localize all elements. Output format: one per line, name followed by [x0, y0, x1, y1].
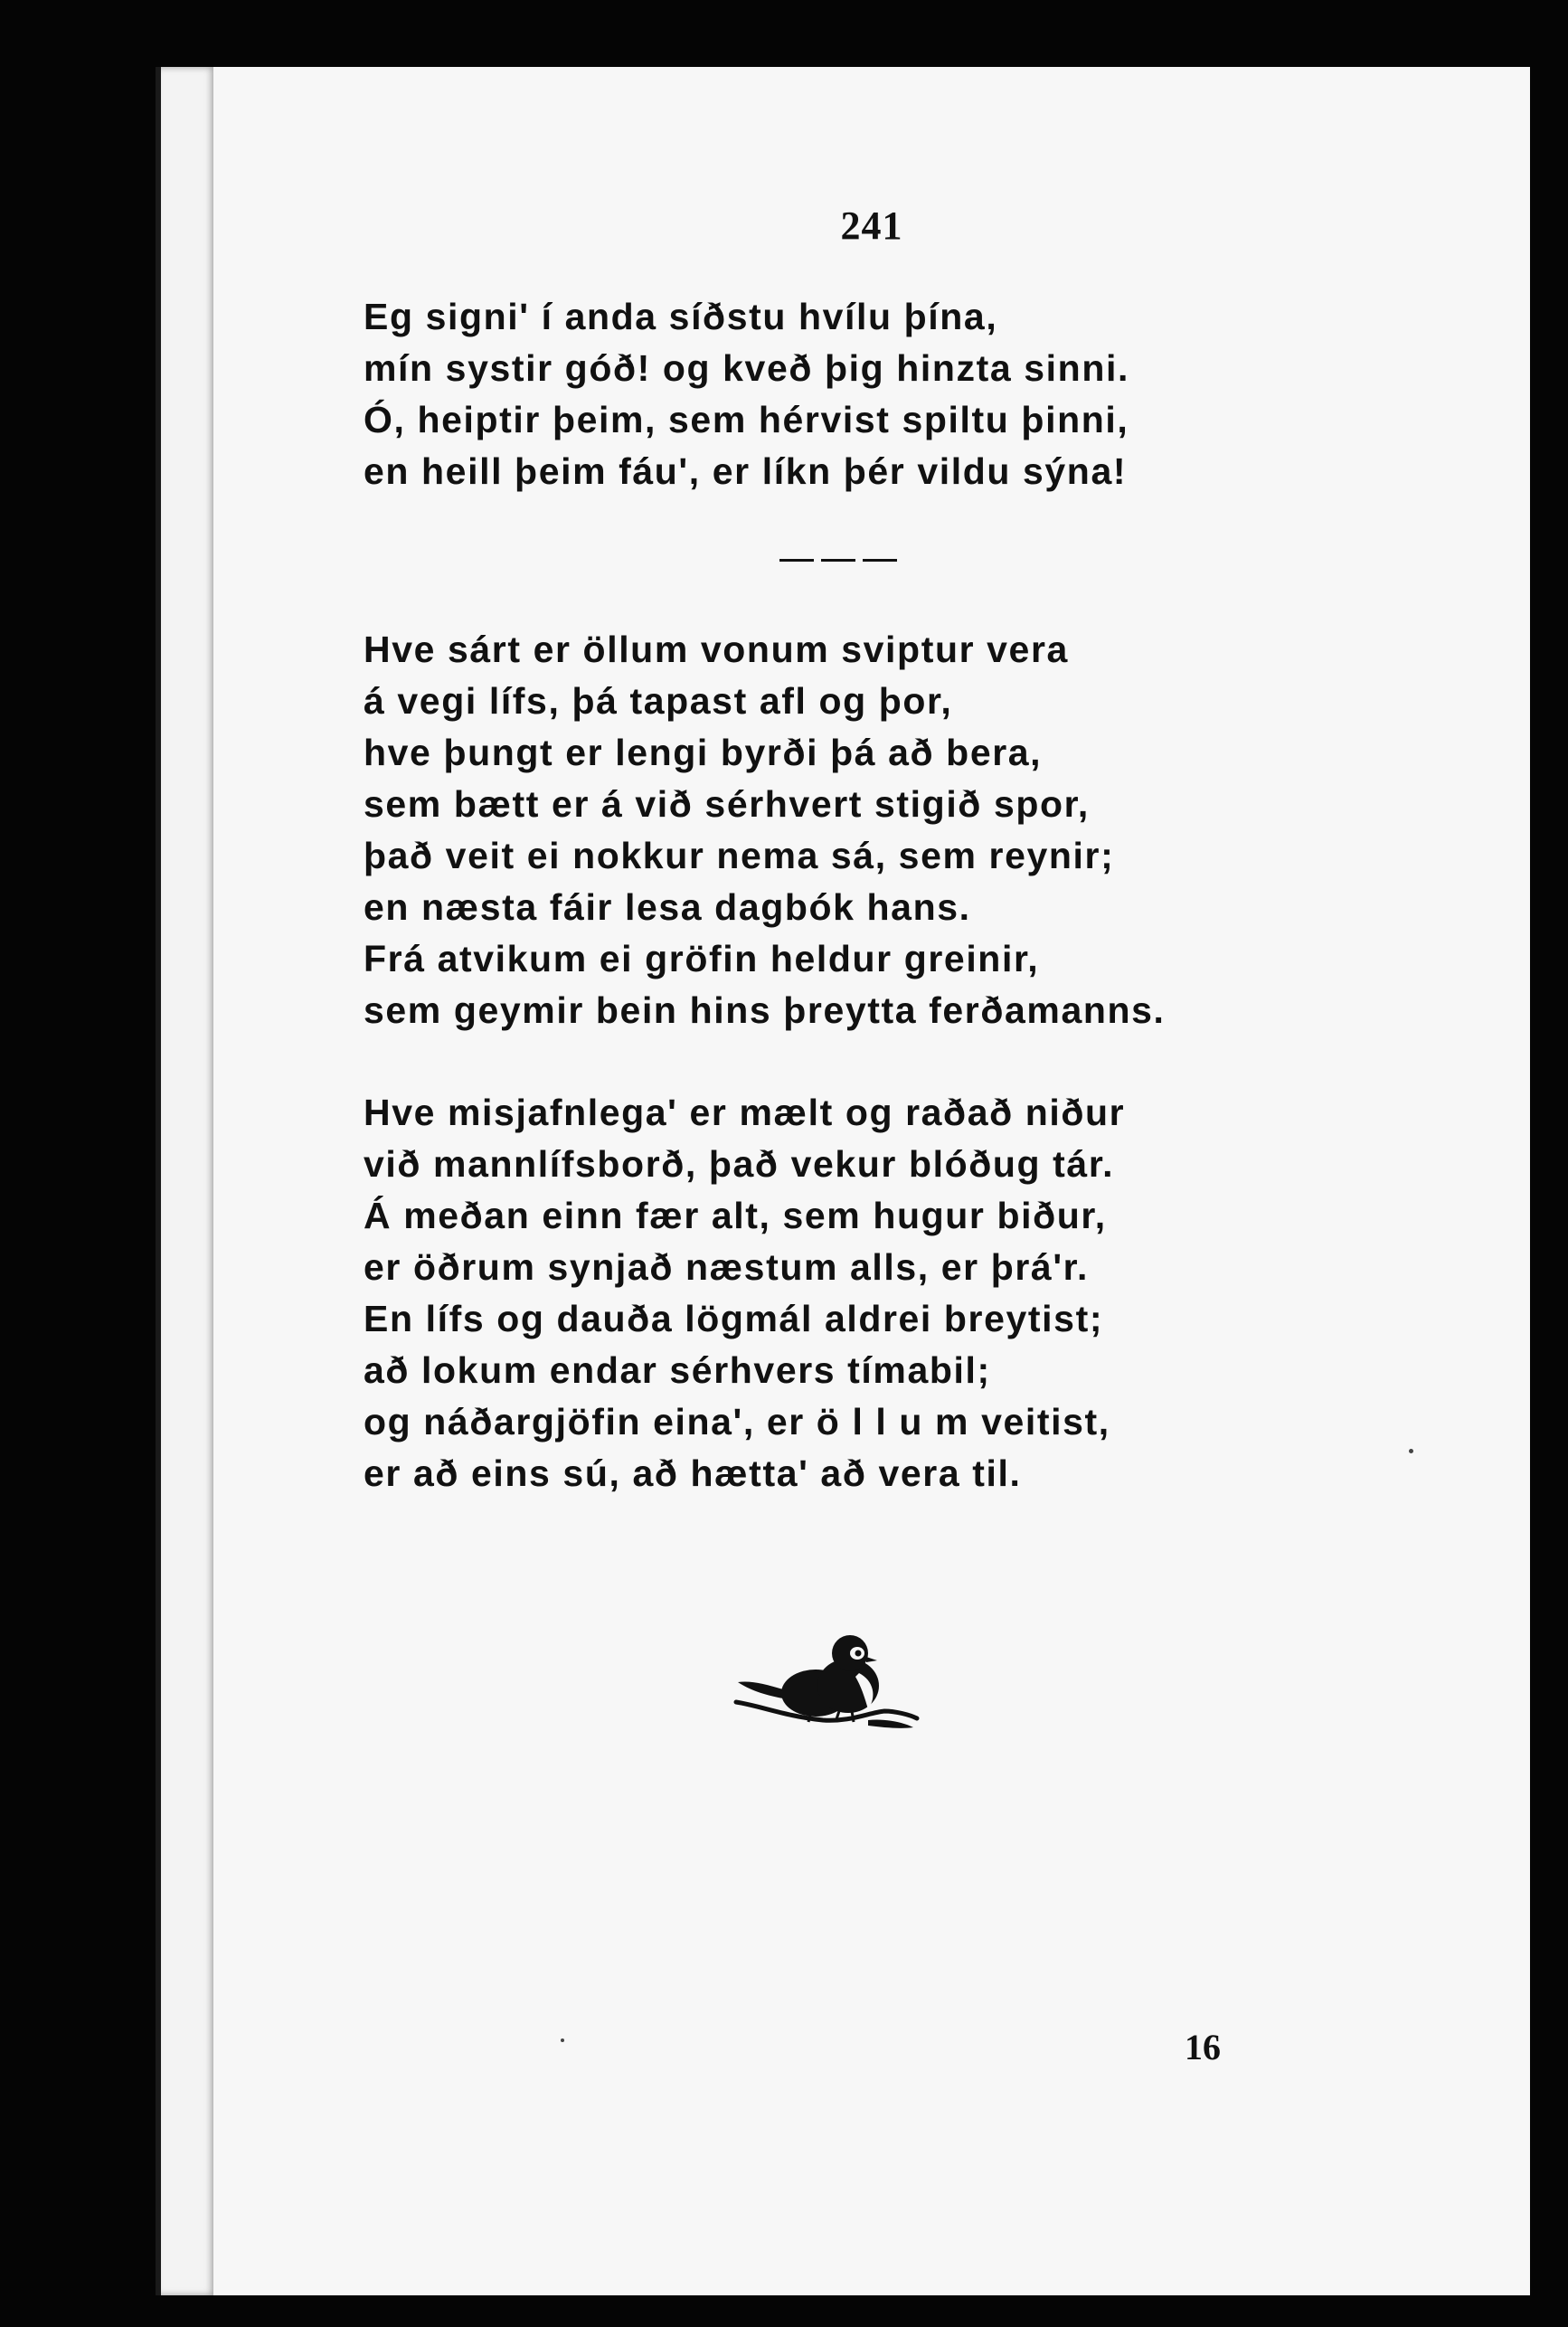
- bird-ornament-icon: [732, 1633, 922, 1751]
- poem-line: er að eins sú, að hætta' að vera til.: [364, 1452, 1022, 1494]
- poem-line: Hve sárt er öllum vonum sviptur vera: [364, 629, 1069, 670]
- scan-speck: [1409, 1449, 1413, 1453]
- poem-line: á vegi lífs, þá tapast afl og þor,: [364, 680, 953, 722]
- poem-line: við mannlífsborð, það vekur blóðug tár.: [364, 1143, 1115, 1185]
- stanza-1: [364, 291, 1449, 497]
- poem-line: En lífs og dauða lögmál aldrei breytist;: [364, 1298, 1104, 1339]
- left-page-sliver: [161, 67, 217, 2295]
- poem-line: hve þungt er lengi byrði þá að bera,: [364, 732, 1043, 773]
- poem-line: Ó, heiptir þeim, sem hérvist spiltu þinni,: [364, 399, 1129, 440]
- poem-line: sem bætt er á við sérhvert stigið spor,: [364, 783, 1090, 825]
- poem-line: Eg signi' í anda síðstu hvílu þína,: [364, 296, 998, 337]
- poem-line: er öðrum synjað næstum alls, er þrá'r.: [364, 1246, 1089, 1288]
- section-separator: [779, 543, 897, 579]
- poem-line: en næsta fáir lesa dagbók hans.: [364, 886, 971, 928]
- poem-line: Á meðan einn fær alt, sem hugur biður,: [364, 1195, 1107, 1236]
- poem-line: það veit ei nokkur nema sá, sem reynir;: [364, 835, 1115, 876]
- poem-line: en heill þeim fáu', er líkn þér vildu sýna!: [364, 450, 1128, 492]
- stanza-gap: [364, 1036, 1449, 1087]
- scan-speck: [561, 2038, 564, 2042]
- dash-rule: [779, 559, 897, 562]
- signature-mark: 16: [1185, 2027, 1221, 2067]
- poem-line: sem geymir bein hins þreytta ferðamanns.: [364, 989, 1166, 1031]
- stanza-2: [364, 624, 1449, 1036]
- poem-line: að lokum endar sérhvers tímabil;: [364, 1349, 991, 1391]
- poem-body: [364, 291, 1449, 1499]
- page-number: 241: [840, 203, 903, 248]
- poem-line: Hve misjafnlega' er mælt og raðað niður: [364, 1092, 1126, 1133]
- stanza-3: [364, 1087, 1449, 1499]
- poem-line: og náðargjöfin eina', er ö l l u m veitist,: [364, 1401, 1110, 1443]
- bird-ornament-svg: [732, 1633, 922, 1751]
- poem-line: mín systir góð! og kveð þig hinzta sinni.: [364, 347, 1129, 389]
- poem-line: Frá atvikum ei gröfin heldur greinir,: [364, 938, 1040, 979]
- book-page: [213, 67, 1530, 2295]
